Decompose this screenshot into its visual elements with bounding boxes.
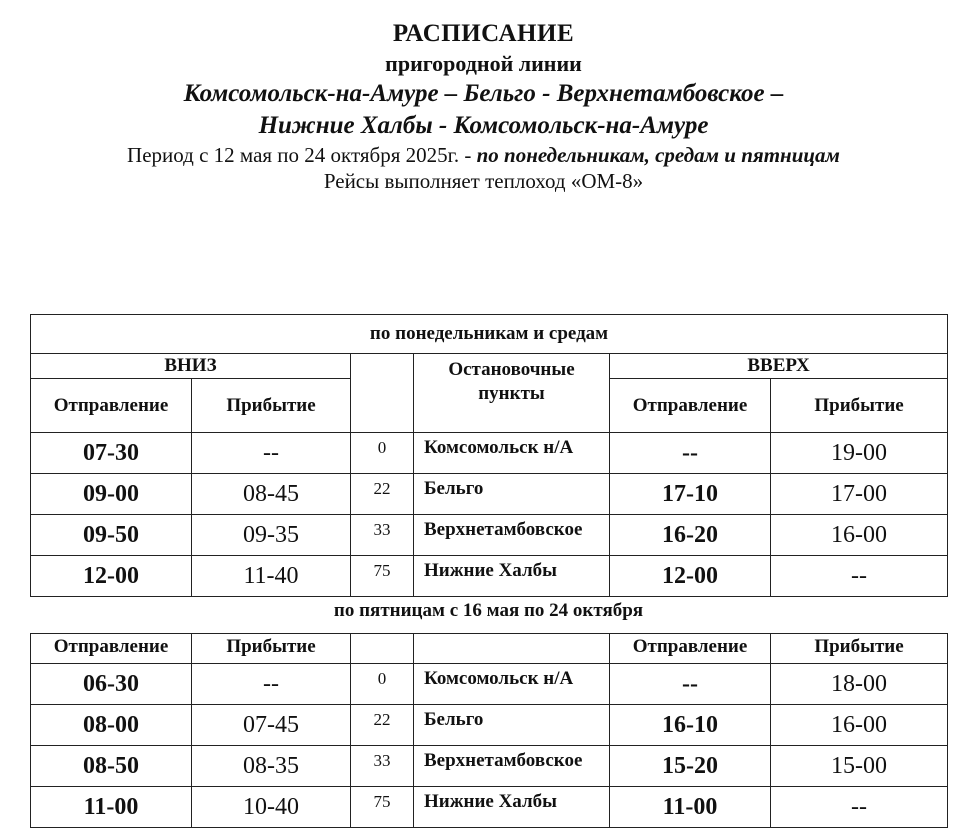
down-departure: 08-50: [31, 746, 192, 787]
distance-km: 75: [351, 556, 414, 597]
stop-name: Нижние Халбы: [414, 556, 610, 597]
table-row: [31, 556, 948, 597]
up-direction-label: ВВЕРХ: [610, 354, 948, 379]
col-up-arrival: Прибытие: [771, 634, 948, 664]
period-days: по понедельникам, средам и пятницам: [476, 143, 840, 167]
down-arrival: --: [192, 664, 351, 705]
distance-km: 33: [351, 746, 414, 787]
period-line: [0, 142, 967, 168]
up-arrival: 15-00: [771, 746, 948, 787]
table-row: [31, 433, 948, 474]
col-down-arrival: Прибытие: [192, 634, 351, 664]
table1-caption: по понедельникам и средам: [31, 315, 948, 354]
down-direction-label: ВНИЗ: [31, 354, 351, 379]
col-down-departure: Отправление: [31, 379, 192, 433]
distance-km: 22: [351, 474, 414, 515]
stop-name: Комсомольск н/А: [414, 664, 610, 705]
col-up-departure: Отправление: [610, 634, 771, 664]
stops-header: [414, 634, 610, 664]
table2-caption: по пятницам с 16 мая по 24 октября: [333, 600, 644, 621]
distance-km: 75: [351, 787, 414, 828]
table-row: [31, 515, 948, 556]
distance-km: 33: [351, 515, 414, 556]
down-arrival: --: [192, 433, 351, 474]
distance-km: 0: [351, 433, 414, 474]
down-departure: 06-30: [31, 664, 192, 705]
document-subtitle: пригородной линии: [385, 51, 582, 76]
document-header: [0, 18, 967, 194]
up-departure: --: [610, 664, 771, 705]
stops-header-line1: Остановочные: [448, 359, 575, 380]
down-departure: 07-30: [31, 433, 192, 474]
ship-line: Рейсы выполняет теплоход «ОМ-8»: [323, 169, 644, 193]
document-title: РАСПИСАНИЕ: [392, 20, 575, 47]
table-row: [31, 474, 948, 515]
down-arrival: 07-45: [192, 705, 351, 746]
col-up-departure: Отправление: [610, 379, 771, 433]
down-departure: 09-50: [31, 515, 192, 556]
col-down-arrival: Прибытие: [192, 379, 351, 433]
up-arrival: --: [771, 787, 948, 828]
period-text: Период с 12 мая по 24 октября 2025г. -: [127, 143, 472, 167]
table-row: [31, 664, 948, 705]
schedule-table-mon-wed: [30, 314, 948, 597]
route-line-2: Нижние Халбы - Комсомольск-на-Амуре: [258, 112, 709, 139]
schedule-table-fri: [30, 633, 948, 828]
up-departure: 11-00: [610, 787, 771, 828]
down-arrival: 09-35: [192, 515, 351, 556]
route-line-1: Комсомольск-на-Амуре – Бельго - Верхнетамбовское –: [183, 80, 784, 107]
up-arrival: 17-00: [771, 474, 948, 515]
distance-km: 0: [351, 664, 414, 705]
down-arrival: 08-45: [192, 474, 351, 515]
stop-name: Бельго: [414, 474, 610, 515]
up-departure: 12-00: [610, 556, 771, 597]
up-departure: 16-10: [610, 705, 771, 746]
stop-name: Верхнетамбовское: [414, 515, 610, 556]
down-departure: 09-00: [31, 474, 192, 515]
down-arrival: 10-40: [192, 787, 351, 828]
up-departure: 15-20: [610, 746, 771, 787]
col-down-departure: Отправление: [31, 634, 192, 664]
up-arrival: 18-00: [771, 664, 948, 705]
distance-km: 22: [351, 705, 414, 746]
down-departure: 08-00: [31, 705, 192, 746]
up-arrival: 16-00: [771, 705, 948, 746]
down-arrival: 11-40: [192, 556, 351, 597]
up-arrival: 19-00: [771, 433, 948, 474]
up-departure: 16-20: [610, 515, 771, 556]
stops-header: [414, 354, 610, 433]
table-row: [31, 787, 948, 828]
down-departure: 11-00: [31, 787, 192, 828]
up-arrival: --: [771, 556, 948, 597]
stop-name: Нижние Халбы: [414, 787, 610, 828]
table-row: [31, 746, 948, 787]
stops-header-line2: пункты: [478, 383, 545, 404]
stop-name: Бельго: [414, 705, 610, 746]
down-departure: 12-00: [31, 556, 192, 597]
stop-name: Верхнетамбовское: [414, 746, 610, 787]
stop-name: Комсомольск н/А: [414, 433, 610, 474]
up-arrival: 16-00: [771, 515, 948, 556]
km-header: [351, 354, 414, 433]
km-header: [351, 634, 414, 664]
table-row: [31, 705, 948, 746]
up-departure: --: [610, 433, 771, 474]
col-up-arrival: Прибытие: [771, 379, 948, 433]
up-departure: 17-10: [610, 474, 771, 515]
down-arrival: 08-35: [192, 746, 351, 787]
